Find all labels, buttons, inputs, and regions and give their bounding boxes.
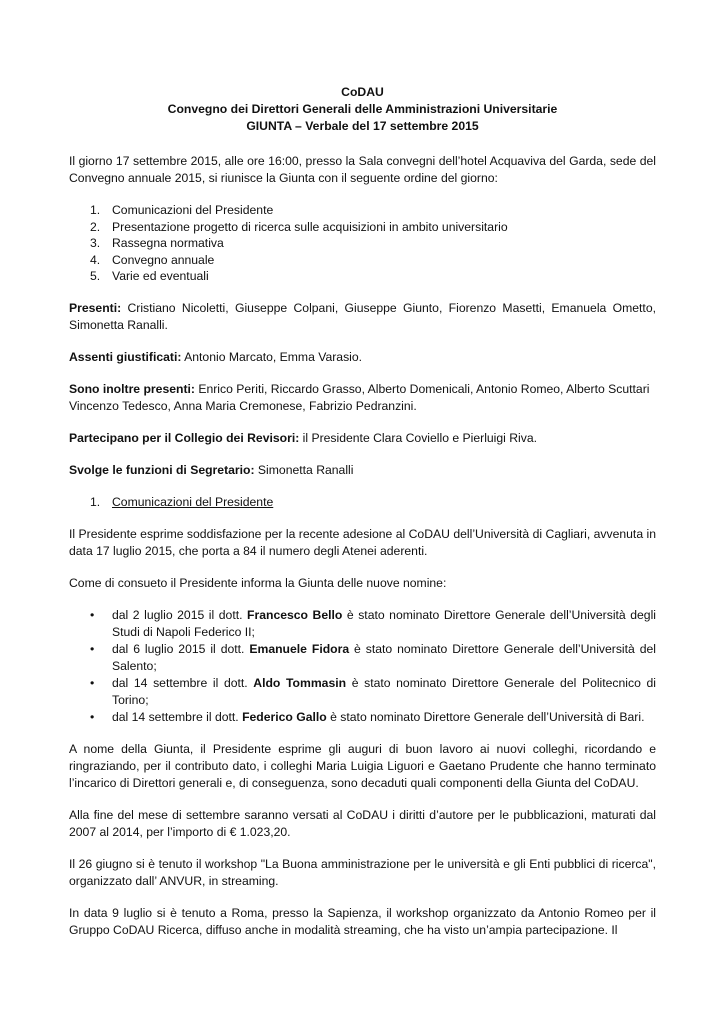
section-number: 1. bbox=[90, 494, 101, 509]
assenti-names: Antonio Marcato, Emma Varasio. bbox=[181, 349, 363, 364]
paragraph-auguri: A nome della Giunta, il Presidente esprime gli auguri di buon lavoro ai nuovi colleghi, ricordando e ringraziando, per il contributo dato, i colleghi Maria Luigia Liguori e Gaetano Prudente che hanno terminato l’incarico di Direttori generali e, di conseguenza, sono decaduti quali componenti della Giunta del CoDAU. bbox=[69, 741, 656, 790]
agenda-number: 5. bbox=[90, 269, 101, 283]
paragraph-workshop-roma: In data 9 luglio si è tenuto a Roma, presso la Sapienza, il workshop organizzato da Antonio Romeo per il Gruppo CoDAU Ricerca, diffuso anche in modalità streaming, che ha visto un’ampia partecipazione. Il bbox=[69, 905, 656, 937]
agenda-text: Presentazione progetto di ricerca sulle acquisizioni in ambito universitario bbox=[112, 219, 508, 234]
agenda-item bbox=[69, 268, 656, 285]
nominee-name: Francesco Bello bbox=[247, 607, 343, 622]
segretario-label: Svolge le funzioni di Segretario: bbox=[69, 462, 255, 477]
agenda-number: 3. bbox=[90, 236, 101, 250]
bullet-icon: • bbox=[90, 675, 95, 690]
paragraph-workshop-anvur: Il 26 giugno si è tenuto il workshop "La Buona amministrazione per le università e gli Enti pubblici di ricerca", organizzato dall’ ANVUR, in streaming. bbox=[69, 856, 656, 888]
agenda-item bbox=[69, 202, 656, 219]
nomination-post: è stato nominato Direttore Generale dell’Università del Salento; bbox=[112, 641, 657, 673]
agenda-text: Rassegna normativa bbox=[112, 236, 224, 250]
segretario-paragraph bbox=[69, 462, 656, 479]
bullet-icon: • bbox=[90, 641, 95, 656]
nomination-item bbox=[69, 675, 656, 709]
presenti-names: Cristiano Nicoletti, Giuseppe Colpani, Giuseppe Giunto, Fiorenzo Masetti, Emanuela Ometto, Simonetta Ranalli. bbox=[69, 300, 656, 332]
bullet-icon: • bbox=[90, 607, 95, 622]
agenda-number: 2. bbox=[90, 219, 101, 234]
agenda-number: 4. bbox=[90, 252, 101, 267]
nomination-pre: dal 2 luglio 2015 il dott. bbox=[112, 607, 248, 622]
revisori-names: il Presidente Clara Coviello e Pierluigi Riva. bbox=[299, 430, 538, 445]
nominee-name: Emanuele Fidora bbox=[249, 641, 350, 656]
nomination-item bbox=[69, 709, 656, 726]
inoltre-paragraph bbox=[69, 381, 656, 415]
org-title: CoDAU bbox=[341, 85, 384, 99]
paragraph-adesione: Il Presidente esprime soddisfazione per la recente adesione al CoDAU dell’Università di Cagliari, avvenuta in data 17 luglio 2015, che porta a 84 il numero degli Atenei aderenti. bbox=[69, 526, 656, 558]
nomination-post: è stato nominato Direttore Generale dell’Università di Bari. bbox=[326, 709, 645, 724]
agenda-item bbox=[69, 219, 656, 236]
section-title: Comunicazioni del Presidente bbox=[112, 494, 274, 509]
nomination-item bbox=[69, 607, 656, 641]
org-subtitle: Convegno dei Direttori Generali delle Amministrazioni Universitarie bbox=[167, 102, 558, 116]
document-header bbox=[69, 84, 656, 135]
nomination-pre: dal 14 settembre il dott. bbox=[112, 675, 254, 690]
segretario-name: Simonetta Ranalli bbox=[254, 462, 354, 477]
agenda-item bbox=[69, 235, 656, 252]
agenda-number: 1. bbox=[90, 203, 101, 217]
revisori-paragraph bbox=[69, 430, 656, 447]
nomination-text bbox=[112, 675, 656, 709]
meeting-title: GIUNTA – Verbale del 17 settembre 2015 bbox=[246, 119, 479, 133]
inoltre-names: Enrico Periti, Riccardo Grasso, Alberto Domenicali, Antonio Romeo, Alberto Scuttari Vincenzo Tedesco, Anna Maria Cremonese, Fabrizio Pedranzini. bbox=[69, 381, 650, 413]
nomination-text bbox=[112, 641, 656, 675]
nominee-name: Federico Gallo bbox=[242, 709, 327, 724]
paragraph-nomine-intro: Come di consueto il Presidente informa la Giunta delle nuove nomine: bbox=[69, 575, 447, 590]
nominations-list bbox=[69, 607, 656, 726]
intro-paragraph: Il giorno 17 settembre 2015, alle ore 16:00, presso la Sala convegni dell’hotel Acquaviva del Garda, sede del Convegno annuale 2015, si riunisce la Giunta con il seguente ordine del giorno: bbox=[69, 154, 656, 185]
assenti-paragraph bbox=[69, 349, 656, 366]
nomination-text bbox=[112, 607, 656, 641]
presenti-paragraph bbox=[69, 300, 656, 334]
nominee-name: Aldo Tommasin bbox=[253, 675, 347, 690]
bullet-icon: • bbox=[90, 709, 95, 724]
nomination-pre: dal 6 luglio 2015 il dott. bbox=[112, 641, 250, 656]
revisori-label: Partecipano per il Collegio dei Revisori: bbox=[69, 430, 300, 445]
nomination-text bbox=[112, 709, 656, 726]
nomination-pre: dal 14 settembre il dott. bbox=[112, 709, 243, 724]
agenda-text: Convegno annuale bbox=[112, 252, 215, 267]
assenti-label: Assenti giustificati: bbox=[69, 349, 182, 364]
nomination-post: è stato nominato Direttore Generale del Politecnico di Torino; bbox=[112, 675, 657, 707]
nomination-post: è stato nominato Direttore Generale dell’Università degli Studi di Napoli Federico II; bbox=[112, 607, 656, 639]
agenda-text: Varie ed eventuali bbox=[112, 269, 209, 283]
paragraph-diritti: Alla fine del mese di settembre saranno versati al CoDAU i diritti d’autore per le pubblicazioni, maturati dal 2007 al 2014, per l’importo di € 1.023,20. bbox=[69, 807, 656, 839]
presenti-label: Presenti: bbox=[69, 300, 122, 315]
nomination-item bbox=[69, 641, 656, 675]
agenda-text: Comunicazioni del Presidente bbox=[112, 203, 274, 217]
agenda-item bbox=[69, 252, 656, 269]
agenda-list bbox=[69, 202, 656, 285]
section-heading bbox=[69, 494, 656, 511]
inoltre-label: Sono inoltre presenti: bbox=[69, 381, 195, 396]
